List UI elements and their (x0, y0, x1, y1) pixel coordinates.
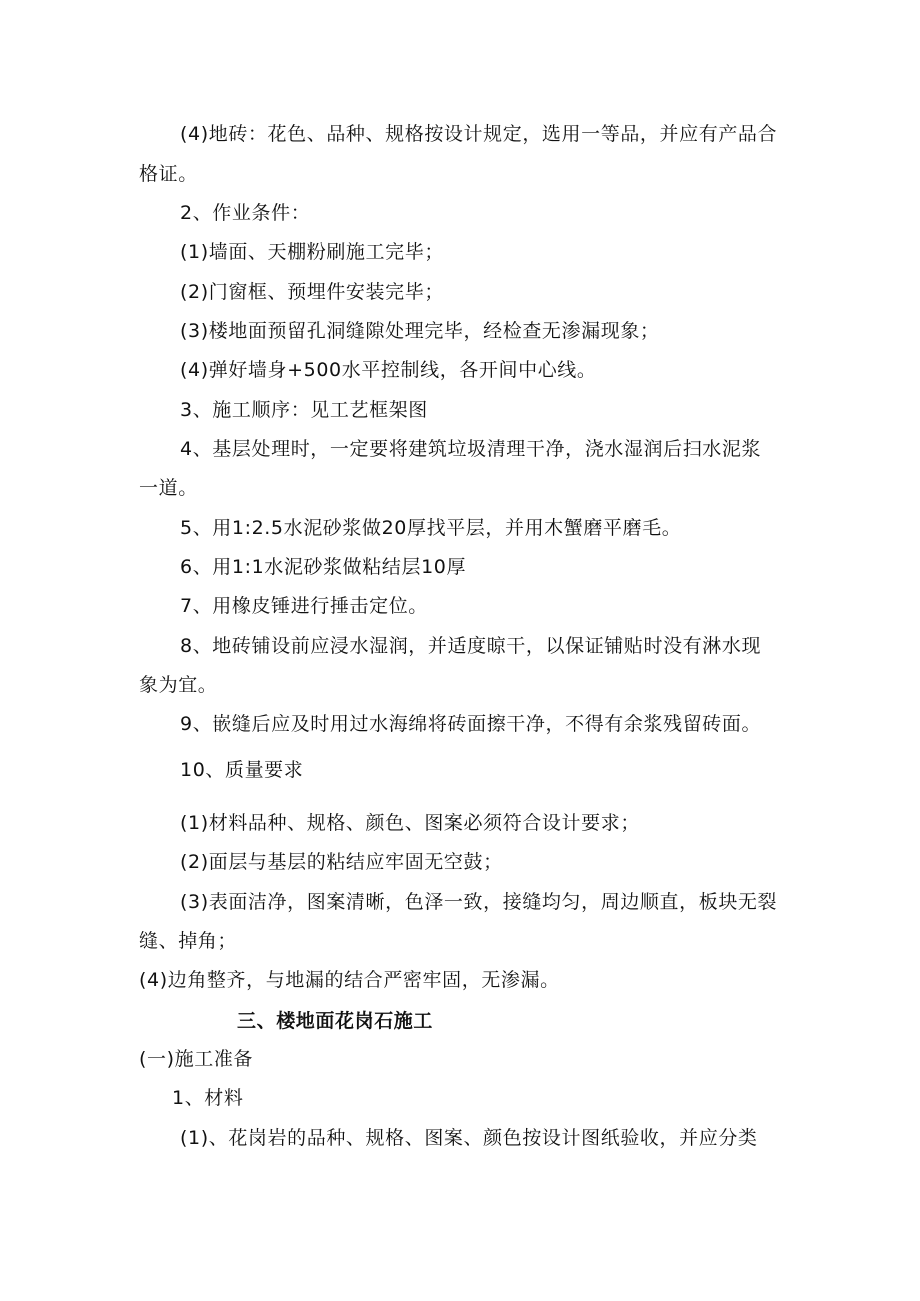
text-line: (一)施工准备 (139, 1048, 254, 1070)
text-line: 8、地砖铺设前应浸水湿润，并适度晾干，以保证铺贴时没有淋水现 (180, 635, 762, 657)
text-line: (3)楼地面预留孔洞缝隙处理完毕，经检查无渗漏现象； (180, 320, 660, 342)
text-line: 6、用1:1水泥砂浆做粘结层10厚 (180, 556, 467, 578)
text-line: 9、嵌缝后应及时用过水海绵将砖面擦干净，不得有余浆残留砖面。 (180, 713, 762, 735)
text-line: (1)材料品种、规格、颜色、图案必须符合设计要求； (180, 812, 640, 834)
text-line: (4)地砖：花色、品种、规格按设计规定，选用一等品，并应有产品合 (180, 123, 778, 145)
text-line: 1、材料 (172, 1087, 244, 1109)
text-line: (2)门窗框、预埋件安装完毕； (180, 281, 444, 303)
text-line: 缝、掉角； (139, 930, 238, 952)
text-line: 格证。 (139, 163, 198, 185)
text-line: 象为宜。 (139, 674, 218, 696)
text-line: 一道。 (139, 477, 198, 499)
text-line: (1)、花岗岩的品种、规格、图案、颜色按设计图纸验收，并应分类 (180, 1127, 758, 1149)
text-line: 3、施工顺序：见工艺框架图 (180, 399, 428, 421)
text-line: 7、用橡皮锤进行捶击定位。 (180, 595, 428, 617)
text-line: (1)墙面、天棚粉刷施工完毕； (180, 241, 444, 263)
text-line: 2、作业条件： (180, 202, 311, 224)
text-line: (4)弹好墙身+500水平控制线，各开间中心线。 (180, 359, 597, 381)
text-line: 5、用1:2.5水泥砂浆做20厚找平层，并用木蟹磨平磨毛。 (180, 517, 682, 539)
text-line: (2)面层与基层的粘结应牢固无空鼓； (180, 851, 503, 873)
text-line: 10、质量要求 (180, 759, 304, 781)
text-line: (3)表面洁净，图案清晰，色泽一致，接缝均匀，周边顺直，板块无裂 (180, 891, 778, 913)
text-line: (4)边角整齐，与地漏的结合严密牢固，无渗漏。 (139, 969, 560, 991)
section-heading: 三、楼地面花岗石施工 (237, 1010, 434, 1032)
text-line: 4、基层处理时，一定要将建筑垃圾清理干净，浇水湿润后扫水泥浆 (180, 438, 762, 460)
